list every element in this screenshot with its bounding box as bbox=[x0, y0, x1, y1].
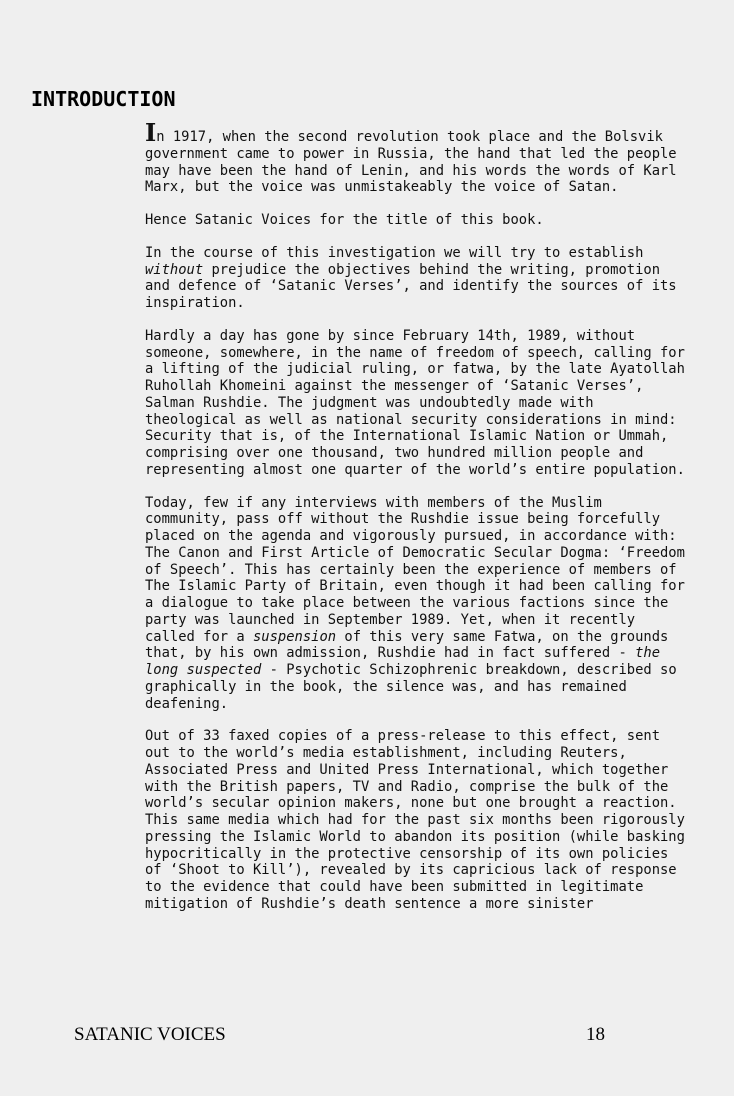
paragraph-5-text-a: Today, few if any interviews with members of the Muslim community, pass off without the Rushdie issue being forcefully placed on the agenda and vigorously pursued, in accordance with: The Canon and First Article of Democratic Secular Dogma: ‘Freedom of Speech’. This has certainly been the experience of members of The Islamic Party of Britain, even though it had been calling for a dialogue to take place between the various factions since the party was launched in September 1989. Yet, when it recently called for a bbox=[145, 494, 685, 645]
paragraph-3-text-a: In the course of this investigation we will try to establish bbox=[145, 244, 644, 261]
paragraph-1 bbox=[145, 118, 685, 196]
page-number: 18 bbox=[586, 1024, 605, 1045]
paragraph-4: Hardly a day has gone by since February 14th, 1989, without someone, somewhere, in the name of freedom of speech, calling for a lifting of the judicial ruling, or fatwa, by the late Ayatollah Ruhollah Khomeini against the messenger of ‘Satanic Verses’, Salman Rushdie. The judgment was undoubtedly made with theological as well as national security considerations in mind: Security that is, of the International Islamic Nation or Ummah, comprising over one thousand, two hundred million people and representing almost one quarter of the world’s entire population. bbox=[145, 327, 685, 478]
paragraph-3-text-b: prejudice the objectives behind the writing, promotion and defence of ‘Satanic Verses’, and identify the sources of its inspiration. bbox=[145, 261, 677, 311]
paragraph-5-text-b: of this very same Fatwa, on the grounds that, by his own admission, Rushdie had in fact suffered - bbox=[145, 628, 669, 662]
running-footer-title: SATANIC VOICES bbox=[74, 1024, 226, 1045]
drop-cap: I bbox=[145, 118, 157, 147]
chapter-heading: INTRODUCTION bbox=[31, 87, 176, 111]
paragraph-3 bbox=[145, 245, 685, 312]
paragraph-1-text: n 1917, when the second revolution took place and the Bolsvik government came to power in Russia, the hand that led the people may have been the hand of Lenin, and his words the words of Karl Marx, but the voice was unmistakeably the voice of Satan. bbox=[145, 129, 677, 196]
emphasis-without: without bbox=[145, 261, 204, 278]
emphasis-suspension: suspension bbox=[253, 628, 337, 645]
paragraph-2: Hence Satanic Voices for the title of this book. bbox=[145, 212, 544, 228]
chapter-body bbox=[145, 118, 685, 929]
emphasis-long-suspected: the long suspected bbox=[145, 645, 661, 678]
paragraph-5 bbox=[145, 495, 685, 713]
paragraph-6: Out of 33 faxed copies of a press-release to this effect, sent out to the world’s media establishment, including Reuters, Associated Press and United Press International, which together with the British papers, TV and Radio, comprise the bulk of the world’s secular opinion makers, none but one brought a reaction. This same media which had for the past six months been rigorously pressing the Islamic World to abandon its position (while basking hypocritically in the protective censorship of its own policies of ‘Shoot to Kill’), revealed by its capricious lack of response to the evidence that could have been submitted in legitimate mitigation of Rushdie’s death sentence a more sinister bbox=[145, 728, 685, 912]
paragraph-5-text-c: - Psychotic Schizophrenic breakdown, described so graphically in the book, the silence was, and has remained deafening. bbox=[145, 662, 677, 712]
